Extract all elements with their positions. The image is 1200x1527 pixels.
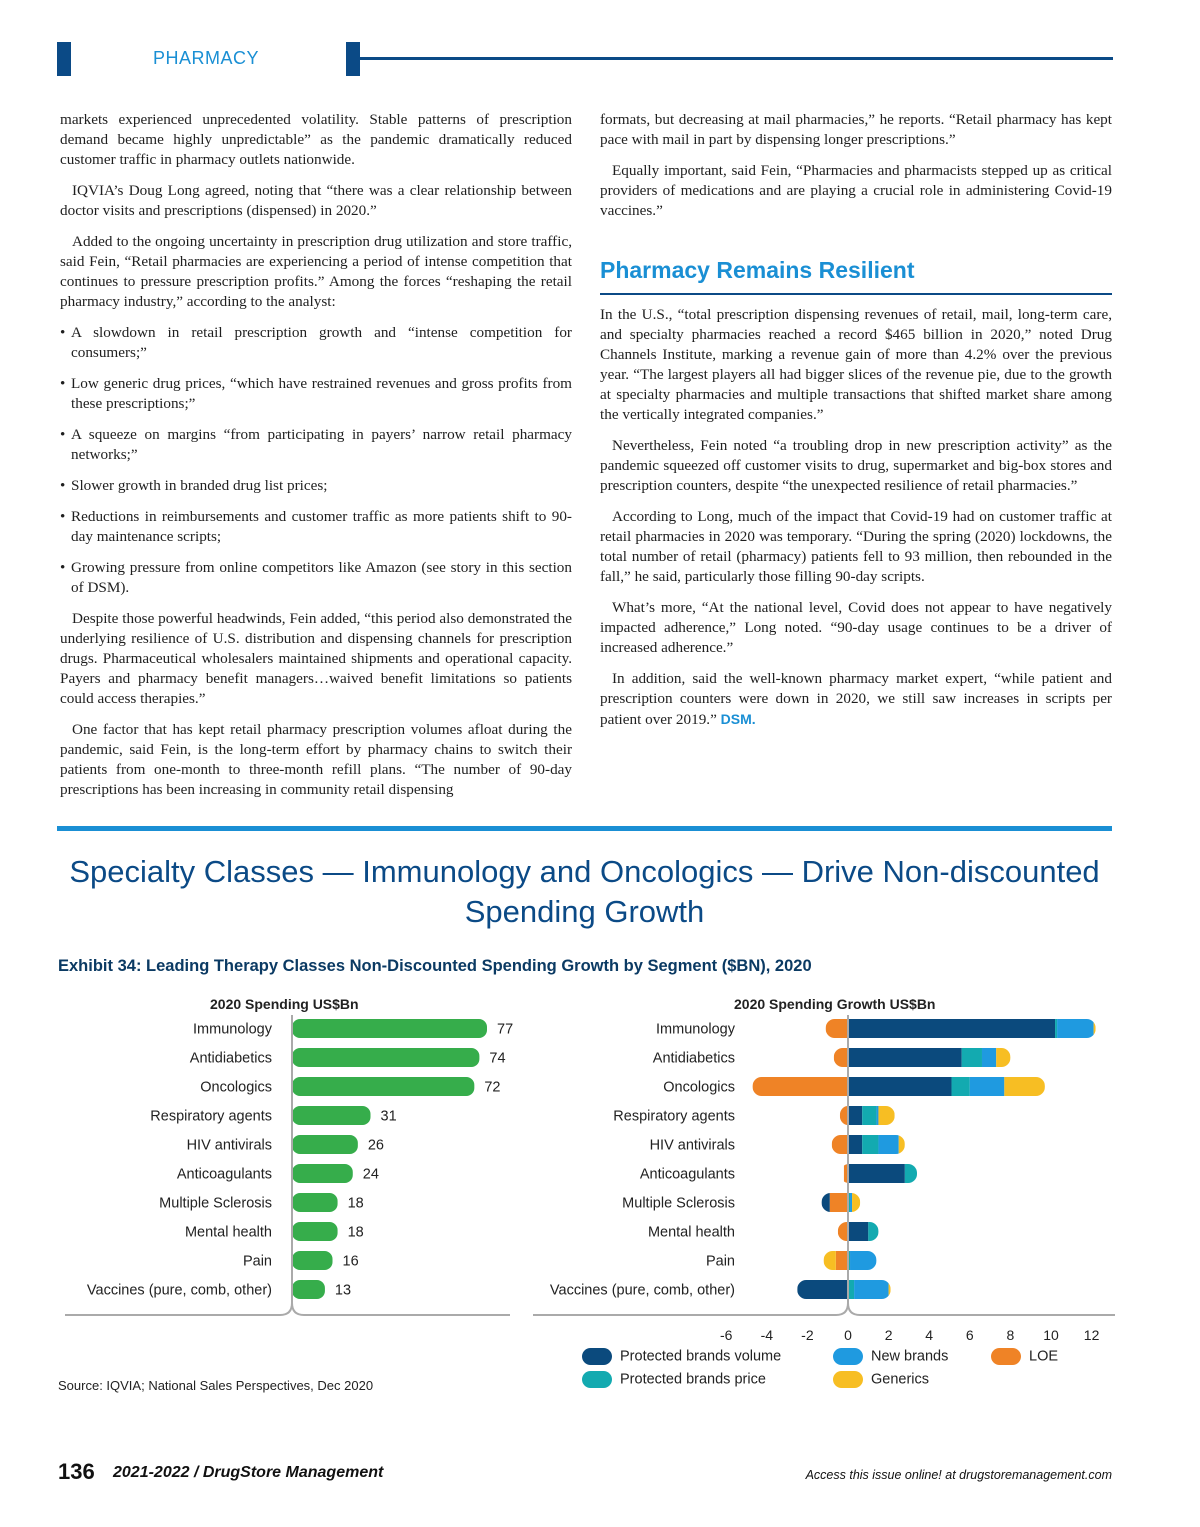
legend-item: New brands — [833, 1348, 948, 1365]
list-item: • Slower growth in branded drug list prices; — [60, 477, 328, 494]
bar-segment — [854, 1280, 889, 1299]
category-label: Anticoagulants — [639, 1166, 735, 1183]
bar — [292, 1106, 371, 1125]
paragraph: Added to the ongoing uncertainty in prescription drug utilization and store traffic, said Fein, “Retail pharmacies are experiencing a period of intense competition that continues to pressure prescription profits.” Among the forces “reshaping the retail pharmacy industry,” according to the analyst: — [60, 233, 572, 310]
bar-segment — [862, 1135, 878, 1154]
category-label: Pain — [242, 1253, 272, 1270]
publication-name: 2021-2022 / DrugStore Management — [113, 1464, 384, 1481]
bar-segment — [797, 1280, 848, 1299]
category-label: Vaccines (pure, comb, other) — [86, 1282, 272, 1299]
tick-label: 0 — [844, 1327, 852, 1343]
category-label: Multiple Sclerosis — [159, 1195, 272, 1212]
legend-item: LOE — [991, 1348, 1058, 1365]
category-label: HIV antivirals — [649, 1137, 735, 1154]
data-label: 13 — [334, 1282, 352, 1299]
data-label: 18 — [347, 1195, 364, 1212]
paragraph: IQVIA’s Doug Long agreed, noting that “there was a clear relationship between doctor visits and prescriptions (dispensed) in 2020.” — [60, 182, 572, 219]
data-label: 74 — [489, 1050, 506, 1067]
bar-segment — [878, 1106, 894, 1125]
data-label: 26 — [367, 1137, 384, 1154]
bar — [292, 1280, 325, 1299]
bar — [292, 1077, 474, 1096]
paragraph: markets experienced unprecedented volatility. Stable patterns of prescription demand became highly unpredictable” as the pandemic dramatically reduced customer traffic in pharmacy outlets nationwide. — [60, 111, 572, 168]
bar — [292, 1222, 338, 1241]
bar-segment — [840, 1106, 848, 1125]
bar-segment — [850, 1251, 876, 1270]
bar-segment — [899, 1135, 905, 1154]
bar-segment — [838, 1222, 848, 1241]
list-item: • Growing pressure from online competitors like Amazon (see story in this section of DSM). — [60, 559, 572, 596]
legend-swatch — [582, 1371, 612, 1388]
bar-segment — [1004, 1077, 1045, 1096]
bar-segment — [1055, 1019, 1057, 1038]
bar-segments — [832, 1135, 905, 1154]
list-item: • Low generic drug prices, “which have restrained revenues and gross profits from these prescriptions;” — [60, 375, 572, 412]
category-label: Antidiabetics — [189, 1050, 272, 1067]
category-label: Oncologics — [200, 1079, 272, 1096]
bar-segment — [832, 1135, 848, 1154]
legend-swatch — [833, 1348, 863, 1365]
bar-segment — [753, 1077, 848, 1096]
tick-label: 6 — [965, 1327, 974, 1343]
header-bar-middle — [346, 42, 360, 76]
bar-segments — [838, 1222, 879, 1241]
data-label: 16 — [342, 1253, 359, 1270]
category-label: Immunology — [656, 1021, 735, 1038]
data-label: 24 — [362, 1166, 379, 1183]
bar-segment — [952, 1077, 970, 1096]
bar-segment — [970, 1077, 1005, 1096]
bar-segment — [824, 1251, 836, 1270]
bar-stack — [797, 1280, 890, 1299]
bar — [292, 1251, 333, 1270]
header-bar-left — [57, 42, 71, 76]
category-label: Antidiabetics — [652, 1050, 735, 1067]
source-note: Source: IQVIA; National Sales Perspectives, Dec 2020 — [58, 1378, 374, 1393]
bar-segment — [1094, 1019, 1096, 1038]
article-left-column — [60, 110, 572, 811]
data-label: 31 — [380, 1108, 397, 1125]
growth-stacked-bar-chart — [525, 1015, 1125, 1345]
category-label: Multiple Sclerosis — [622, 1195, 735, 1212]
tick-label: 10 — [1043, 1327, 1059, 1343]
axis-line — [848, 1303, 1115, 1315]
tick-label: 2 — [884, 1327, 893, 1343]
bar — [292, 1048, 479, 1067]
bar-segments — [824, 1251, 877, 1270]
bar-segment — [850, 1193, 852, 1212]
paragraph: In the U.S., “total prescription dispensing revenues of retail, mail, long-term care, and specialty pharmacies reached a record $465 billion in 2020,” noted Drug Channels Institute, marking a revenue gain of more than 4.2% over the previous year. “The largest players all had bigger slices of the revenue pie, due to the growth at specialty pharmacies and multiple transactions that shifted market share among the vertically integrated companies.” — [600, 306, 1112, 423]
paragraph: Despite those powerful headwinds, Fein added, “this period also demonstrated the underlying resilience of U.S. distribution and dispensing channels for prescription drugs. Pharmaceutical wholesalers maintained shipments and operational capacity. Payers and pharmacy benefit managers…waived benefit limitations so patients could access therapies.” — [60, 610, 572, 707]
category-label: Oncologics — [663, 1079, 735, 1096]
bar — [292, 1019, 487, 1038]
bar-segment — [822, 1193, 830, 1212]
category-label: HIV antivirals — [186, 1137, 272, 1154]
bar-segment — [878, 1135, 898, 1154]
bar-segment — [852, 1193, 860, 1212]
bar-stack — [832, 1135, 905, 1154]
bar-segment — [982, 1048, 996, 1067]
bar — [292, 1135, 358, 1154]
legend-swatch — [833, 1371, 863, 1388]
bar-segment — [848, 1164, 905, 1183]
bar-stack — [824, 1251, 877, 1270]
category-label: Mental health — [647, 1224, 735, 1241]
bar-segment — [848, 1222, 868, 1241]
bar-segment — [868, 1222, 878, 1241]
bullet-list — [60, 323, 572, 598]
legend-item: Protected brands price — [582, 1371, 766, 1388]
bar-segments — [844, 1164, 917, 1183]
category-label: Respiratory agents — [613, 1108, 735, 1125]
tick-label: 12 — [1083, 1327, 1100, 1343]
exhibit-title: Exhibit 34: Leading Therapy Classes Non-Discounted Spending Growth by Segment ($BN), 2020 — [58, 957, 812, 975]
end-mark: DSM. — [720, 711, 756, 727]
header-rule — [360, 57, 1113, 60]
section-label: PHARMACY — [153, 48, 260, 68]
legend-swatch — [991, 1348, 1021, 1365]
category-label: Mental health — [184, 1224, 272, 1241]
bar-segment — [848, 1106, 862, 1125]
bar-segments — [797, 1280, 890, 1299]
bar-segments — [834, 1048, 1011, 1067]
chart-left-title: 2020 Spending US$Bn — [210, 996, 359, 1012]
tick-label: -4 — [760, 1327, 774, 1343]
bar — [292, 1193, 338, 1212]
bar-segment — [826, 1019, 848, 1038]
bar-segment — [905, 1164, 917, 1183]
legend-item: Protected brands volume — [582, 1348, 781, 1365]
paragraph: According to Long, much of the impact that Covid-19 had on customer traffic at retail pharmacies in 2020 was temporary. “During the spring (2020) lockdowns, the total number of retail (pharmacy) patients fell to 93 million, then rebounded in the fall,” he said, particularly those filling 90-day scripts. — [600, 508, 1112, 585]
article-right-column — [600, 110, 1112, 741]
bar-stack — [753, 1077, 1045, 1096]
data-label: 72 — [484, 1079, 501, 1096]
bar-stack — [826, 1019, 1096, 1038]
category-label: Immunology — [193, 1021, 272, 1038]
bar-segment — [834, 1048, 848, 1067]
bar-segment — [848, 1077, 952, 1096]
list-item: • A slowdown in retail prescription growth and “intense competition for consumers;” — [60, 324, 572, 361]
bar-segment — [848, 1019, 1055, 1038]
legend-swatch — [582, 1348, 612, 1365]
bar-stack — [822, 1193, 861, 1212]
bar-segment — [836, 1251, 848, 1270]
bar-stack — [844, 1164, 917, 1183]
bar-stack — [834, 1048, 1011, 1067]
paragraph: In addition, said the well-known pharmacy market expert, “while patient and prescription counters were down in 2020, we still saw increases in scripts per patient over 2019.” DSM. — [600, 670, 1112, 728]
bar-segment — [848, 1135, 862, 1154]
subheading: Pharmacy Remains Resilient — [600, 257, 915, 283]
section-title: Specialty Classes — Immunology and Oncologics — Drive Non-discounted Spending Growth — [69, 854, 1100, 929]
bar — [292, 1164, 353, 1183]
paragraph: One factor that has kept retail pharmacy prescription volumes afloat during the pandemic, said Fein, is the long-term effort by pharmacy chains to switch their patients from one-month to three-month refill plans. “The number of 90-day prescriptions has been increasing in community retail dispensing — [60, 721, 572, 798]
tick-label: 4 — [925, 1327, 934, 1343]
chart-legend — [582, 1348, 1102, 1393]
access-note: Access this issue online! at drugstoremanagement.com — [805, 1468, 1112, 1482]
page-number: 136 — [58, 1459, 95, 1484]
bar-segment — [848, 1048, 962, 1067]
category-label: Respiratory agents — [150, 1108, 272, 1125]
paragraph: formats, but decreasing at mail pharmacies,” he reports. “Retail pharmacy has kept pace with mail in part by dispensing longer prescriptions.” — [600, 111, 1112, 148]
data-label: 77 — [497, 1021, 514, 1038]
paragraph: Nevertheless, Fein noted “a troubling drop in new prescription activity” as the pandemic squeezed off customer visits to drug, supermarket and big-box stores and prescription counters, despite “the unexpected resilience of retail pharmacies.” — [600, 437, 1112, 494]
subheading-rule — [600, 293, 1112, 295]
bar-stack — [838, 1222, 879, 1241]
tick-label: -6 — [719, 1327, 733, 1343]
list-item: • Reductions in reimbursements and customer traffic as more patients shift to 90-day maintenance scripts; — [60, 508, 572, 545]
bar-segment — [1057, 1019, 1094, 1038]
bar-segment — [830, 1193, 848, 1212]
spending-bar-chart — [55, 1015, 525, 1325]
tick-label: 8 — [1006, 1327, 1015, 1343]
bar-segment — [962, 1048, 982, 1067]
bar-segment — [862, 1106, 876, 1125]
bar-segments — [753, 1077, 1045, 1096]
axis-line — [292, 1303, 510, 1315]
list-item: • A squeeze on margins “from participating in payers’ narrow retail pharmacy networks;” — [60, 426, 572, 463]
bar-segments — [822, 1193, 861, 1212]
tick-label: -2 — [801, 1327, 814, 1343]
data-label: 18 — [347, 1224, 364, 1241]
section-rule — [57, 826, 1112, 831]
bar-segment — [876, 1106, 878, 1125]
category-label: Vaccines (pure, comb, other) — [549, 1282, 735, 1299]
paragraph: Equally important, said Fein, “Pharmacies and pharmacists stepped up as critical providers of medications and are playing a crucial role in administering Covid-19 vaccines.” — [600, 162, 1112, 219]
bar-segment — [889, 1280, 891, 1299]
legend-item: Generics — [833, 1371, 929, 1388]
bar-segment — [996, 1048, 1010, 1067]
bar-segments — [826, 1019, 1096, 1038]
chart-right-title: 2020 Spending Growth US$Bn — [734, 996, 936, 1012]
category-label: Anticoagulants — [176, 1166, 272, 1183]
paragraph: What’s more, “At the national level, Covid does not appear to have negatively impacted adherence,” Long noted. “90-day usage continues to be a driver of increased adherence.” — [600, 599, 1112, 656]
category-label: Pain — [705, 1253, 735, 1270]
